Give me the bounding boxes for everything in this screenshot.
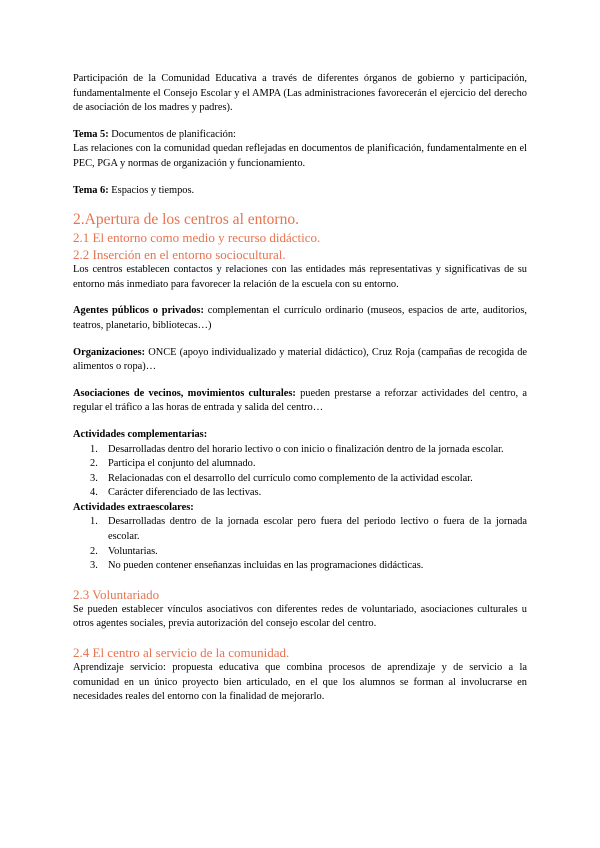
tema6-title: Espacios y tiempos.	[108, 184, 195, 196]
spacer	[73, 292, 527, 304]
extraescolares-list	[73, 515, 527, 573]
list-number: 1.	[90, 443, 98, 455]
tema6-label: Tema 6:	[73, 184, 109, 196]
list-item	[73, 545, 527, 560]
list-item	[73, 515, 527, 544]
asociaciones-paragraph	[73, 387, 527, 416]
list-item	[73, 443, 527, 458]
section-2-2-heading: 2.2 Inserción en el entorno sociocultural.	[73, 247, 286, 263]
spacer	[73, 334, 527, 346]
asociaciones-label: Asociaciones de vecinos, movimientos culturales:	[73, 387, 296, 399]
extraescolares-title: Actividades extraescolares:	[73, 501, 194, 513]
list-number: 1.	[90, 516, 98, 528]
agentes-label: Agentes públicos o privados:	[73, 305, 204, 317]
spacer	[73, 574, 527, 586]
list-item	[73, 457, 527, 472]
section-2-3-heading: 2.3 Voluntariado	[73, 586, 160, 602]
spacer	[73, 172, 527, 184]
list-item-text: Voluntarias.	[108, 545, 158, 557]
section-2-1-heading: 2.1 El entorno como medio y recurso didáctico.	[73, 230, 321, 246]
list-item	[73, 486, 527, 501]
agentes-text: complementan el currículo ordinario (museos, espacios de arte, auditorios, teatros, planetario, bibliotecas…)	[73, 305, 527, 331]
list-item	[73, 472, 527, 487]
complementarias-list	[73, 443, 527, 501]
list-number: 2.	[90, 458, 98, 470]
agentes-paragraph	[73, 304, 527, 333]
intro-paragraph: Participación de la Comunidad Educativa a través de diferentes órganos de gobierno y participación, fundamentalmente el Consejo Escolar y el AMPA (Las administraciones favorecerán el ejercicio del derecho de asociación de los madres y padres).	[73, 73, 527, 114]
list-number: 4.	[90, 487, 98, 499]
spacer	[73, 632, 527, 644]
asociaciones-text: pueden prestarse a reforzar actividades del centro, a regular el tráfico a las horas de entrada y salida del centro…	[73, 387, 527, 414]
spacer	[73, 116, 527, 128]
spacer	[73, 375, 527, 387]
spacer	[73, 416, 527, 428]
section-2-4-text: Aprendizaje servicio: propuesta educativa que combina procesos de aprendizaje y de servicio a la comunidad en un único proyecto bien articulado, en el que los alumnos se forman al involucrarse en necesidades reales del entorno con la finalidad de mejorarlo.	[73, 662, 527, 703]
tema5-title: Documentos de planificación:	[108, 128, 236, 140]
complementarias-title: Actividades complementarias:	[73, 428, 208, 440]
tema5-heading	[73, 128, 527, 143]
organizaciones-text: ONCE (apoyo individualizado y material didáctico), Cruz Roja (campañas de recogida de alimentos o ropa)…	[73, 346, 527, 373]
section-2-heading: 2.Apertura de los centros al entorno.	[73, 211, 299, 229]
section-2-2-text: Los centros establecen contactos y relaciones con las entidades más representativas y significativas de su entorno más inmediato para favorecer la relación de la escuela con su entorno.	[73, 264, 527, 290]
tema6-heading	[73, 184, 527, 199]
list-number: 2.	[90, 545, 98, 557]
list-item-text: Relacionadas con el desarrollo del currículo como complemento de la actividad escolar.	[108, 472, 473, 484]
list-item-text: Carácter diferenciado de las lectivas.	[108, 487, 262, 499]
list-item-text: Participa el conjunto del alumnado.	[108, 458, 256, 470]
section-2-3-text: Se pueden establecer vínculos asociativos con diferentes redes de voluntariado, asociaciones culturales u otros agentes sociales, previa autorización del consejo escolar del centro.	[73, 603, 527, 630]
list-item-text: Desarrolladas dentro de la jornada escolar pero fuera del periodo lectivo o fuera de la jornada escolar.	[108, 516, 527, 543]
tema5-label: Tema 5:	[73, 128, 109, 140]
list-item	[73, 559, 527, 574]
tema5-text: Las relaciones con la comunidad quedan reflejadas en documentos de planificación, fundamentalmente en el PEC, PGA y normas de organización y funcionamiento.	[73, 143, 527, 169]
list-item-text: No pueden contener enseñanzas incluidas en las programaciones didácticas.	[108, 560, 424, 572]
list-item-text: Desarrolladas dentro del horario lectivo o con inicio o finalización dentro de la jornada escolar.	[108, 443, 504, 455]
organizaciones-label: Organizaciones:	[73, 346, 146, 358]
section-2-4-heading: 2.4 El centro al servicio de la comunidad.	[73, 645, 290, 661]
organizaciones-paragraph	[73, 346, 527, 375]
list-number: 3.	[90, 472, 98, 484]
spacer	[73, 198, 527, 210]
list-number: 3.	[90, 560, 98, 572]
document-page	[73, 72, 527, 705]
